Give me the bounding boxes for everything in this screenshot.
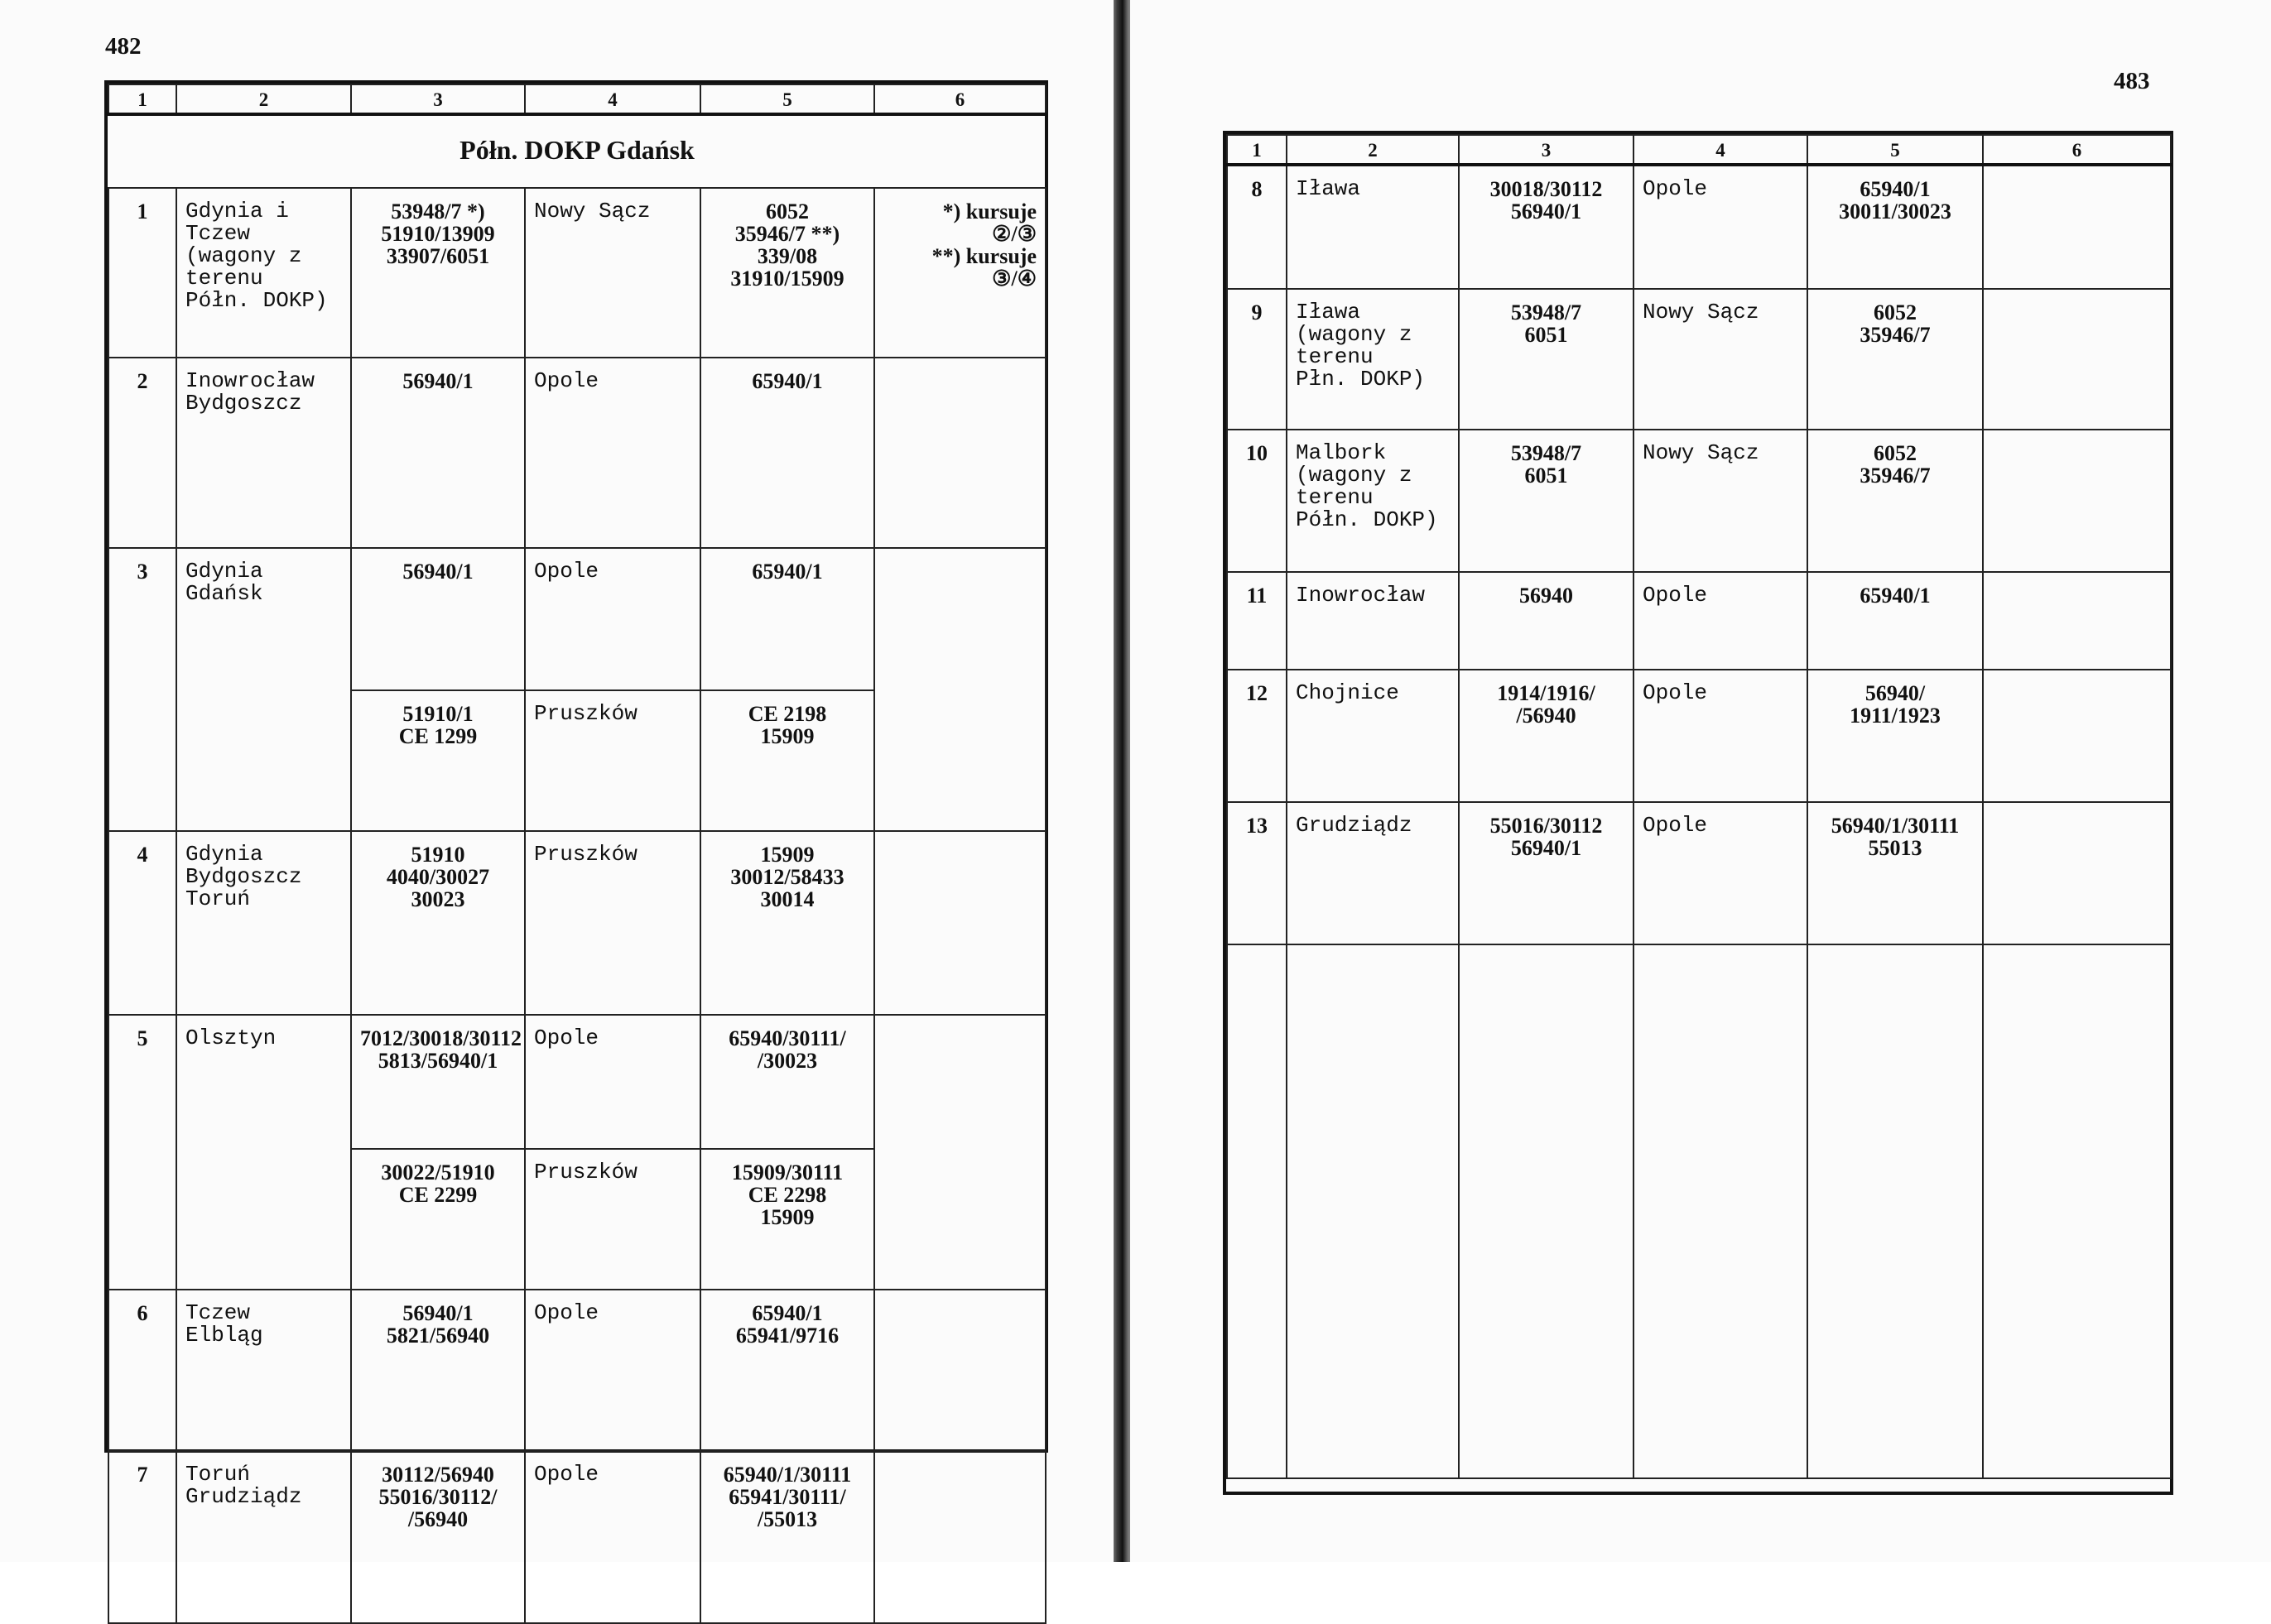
station-cell-line: Elbląg — [185, 1323, 263, 1348]
destination-cell: Pruszków — [525, 831, 700, 1015]
column-header: 6 — [874, 84, 1046, 114]
table-row — [1227, 165, 2171, 289]
station-cell-line: terenu — [1296, 344, 1374, 369]
train-numbers-cell-line: 5813/56940/1 — [378, 1049, 498, 1073]
return-numbers-cell — [700, 548, 874, 690]
return-numbers-cell — [1807, 165, 1983, 289]
column-header: 1 — [1227, 135, 1287, 165]
column-header: 2 — [176, 84, 351, 114]
table-row — [1227, 802, 2171, 944]
destination-cell: Opole — [1633, 670, 1807, 802]
station-cell — [176, 1015, 351, 1290]
empty-cell — [1459, 944, 1633, 1478]
table-row — [1227, 289, 2171, 430]
return-numbers-cell-line: 339/08 — [757, 244, 818, 268]
return-numbers-cell-line: 65940/1 — [752, 1301, 823, 1325]
destination-cell: Opole — [525, 1290, 700, 1451]
train-numbers-cell-line: 56940/1 — [1510, 836, 1582, 860]
station-cell-line: terenu — [185, 266, 263, 291]
destination-cell: Nowy Sącz — [525, 188, 700, 358]
return-numbers-cell — [1807, 572, 1983, 670]
train-numbers-cell — [351, 1451, 525, 1623]
train-numbers-cell-line: 33907/6051 — [386, 244, 490, 268]
table-row — [108, 1451, 1046, 1623]
train-numbers-cell-line: 51910/1 — [402, 702, 474, 726]
return-numbers-cell-line: 15909/30111 — [731, 1160, 844, 1184]
table-row — [1227, 572, 2171, 670]
station-cell-line: Gdańsk — [185, 581, 263, 606]
station-cell-line: Półn. DOKP) — [185, 288, 328, 313]
destination-cell: Opole — [525, 358, 700, 548]
station-cell — [176, 1451, 351, 1623]
station-cell — [1287, 802, 1459, 944]
return-numbers-cell — [1807, 802, 1983, 944]
right-page — [1130, 0, 2271, 1562]
station-cell-line: Tczew — [185, 221, 251, 246]
train-numbers-cell — [1459, 572, 1633, 670]
station-cell — [1287, 165, 1459, 289]
train-numbers-cell-line: 56940/1 — [1510, 199, 1582, 223]
return-numbers-cell-line: 56940/1/30111 — [1831, 814, 1960, 838]
station-cell-line: Grudziądz — [185, 1484, 302, 1509]
station-cell-line: (wagony z — [1296, 322, 1412, 347]
train-numbers-cell-line: 53948/7 *) — [391, 199, 485, 223]
row-number: 1 — [108, 188, 176, 358]
return-numbers-cell-line: 65940/1 — [752, 369, 823, 393]
return-numbers-cell — [700, 358, 874, 548]
station-cell-line: Bydgoszcz — [185, 391, 302, 416]
return-numbers-cell-line: 65940/1 — [752, 560, 823, 584]
destination-cell: Pruszków — [525, 690, 700, 831]
row-number: 7 — [108, 1451, 176, 1623]
notes-cell — [1983, 670, 2171, 802]
right-table — [1223, 131, 2173, 1495]
return-numbers-cell-line: 30012/58433 — [730, 865, 844, 889]
train-numbers-cell-line: /56940 — [407, 1507, 469, 1531]
station-cell — [1287, 572, 1459, 670]
station-cell-line: Tczew — [185, 1300, 251, 1325]
return-numbers-cell — [700, 1290, 874, 1451]
notes-cell — [1983, 802, 2171, 944]
return-numbers-cell-line: 6052 — [1874, 441, 1917, 465]
empty-cell — [1983, 944, 2171, 1478]
notes-cell — [1983, 430, 2171, 572]
station-cell-line: (wagony z — [1296, 463, 1412, 488]
notes-cell — [1983, 289, 2171, 430]
return-numbers-cell-line: 6052 — [766, 199, 809, 223]
column-header: 6 — [1983, 135, 2171, 165]
notes-cell — [874, 358, 1046, 548]
notes-cell-line: ②/③ — [992, 222, 1037, 246]
train-numbers-cell-line: 56940 — [1519, 584, 1573, 608]
column-header: 4 — [1633, 135, 1807, 165]
return-numbers-cell-line: 35946/7 **) — [734, 222, 840, 246]
station-cell-line: Olsztyn — [185, 1026, 277, 1050]
train-numbers-cell-line: 56940/1 — [402, 369, 474, 393]
station-cell — [1287, 670, 1459, 802]
return-numbers-cell-line: CE 2298 — [748, 1183, 827, 1207]
return-numbers-cell-line: 35946/7 — [1860, 464, 1931, 488]
train-numbers-cell — [1459, 430, 1633, 572]
train-numbers-cell-line: 1914/1916/ — [1497, 681, 1595, 705]
train-numbers-cell-line: 56940/1 — [402, 560, 474, 584]
station-cell-line: Chojnice — [1296, 680, 1399, 705]
section-row — [108, 114, 1046, 188]
return-numbers-cell — [700, 1015, 874, 1149]
train-numbers-cell-line: 51910 — [411, 843, 465, 867]
train-numbers-cell-line: 56940/1 — [402, 1301, 474, 1325]
table-row — [1227, 670, 2171, 802]
return-numbers-cell-line: 55013 — [1868, 836, 1922, 860]
notes-cell — [874, 831, 1046, 1015]
train-numbers-cell — [351, 358, 525, 548]
right-table-grid — [1226, 134, 2172, 1479]
notes-cell-line: **) kursuje — [931, 244, 1037, 268]
left-table — [104, 80, 1048, 1531]
row-number: 5 — [108, 1015, 176, 1290]
notes-cell — [874, 1290, 1046, 1451]
return-numbers-cell-line: 65941/9716 — [735, 1324, 840, 1348]
station-cell-line: Gdynia i — [185, 199, 289, 223]
station-cell-line: Iława — [1296, 176, 1361, 201]
train-numbers-cell — [351, 1290, 525, 1451]
return-numbers-cell-line: /30023 — [757, 1049, 818, 1073]
destination-cell: Pruszków — [525, 1149, 700, 1290]
station-cell-line: Gdynia — [185, 842, 263, 867]
train-numbers-cell — [351, 188, 525, 358]
destination-cell: Nowy Sącz — [1633, 289, 1807, 430]
station-cell-line: Inowrocław — [1296, 583, 1426, 608]
notes-cell — [1983, 572, 2171, 670]
column-header: 1 — [108, 84, 176, 114]
column-header: 3 — [351, 84, 525, 114]
station-cell — [1287, 430, 1459, 572]
train-numbers-cell — [351, 831, 525, 1015]
column-header: 5 — [1807, 135, 1983, 165]
return-numbers-cell-line: 65940/1/30111 — [723, 1463, 852, 1487]
return-numbers-cell-line: 6052 — [1874, 300, 1917, 324]
station-cell — [176, 1290, 351, 1451]
empty-cell — [1807, 944, 1983, 1478]
return-numbers-cell — [700, 1149, 874, 1290]
return-numbers-cell-line: 15909 — [760, 843, 815, 867]
train-numbers-cell-line: 30018/30112 — [1489, 177, 1603, 201]
station-cell-line: Bydgoszcz — [185, 864, 302, 889]
page-number: 482 — [105, 33, 142, 60]
empty-cell — [1633, 944, 1807, 1478]
train-numbers-cell-line: CE 2299 — [398, 1183, 478, 1207]
station-cell-line: (wagony z — [185, 243, 302, 268]
train-numbers-cell-line: CE 1299 — [398, 724, 478, 748]
station-cell — [176, 831, 351, 1015]
station-cell — [176, 358, 351, 548]
return-numbers-cell — [700, 690, 874, 831]
row-number: 13 — [1227, 802, 1287, 944]
train-numbers-cell — [351, 1149, 525, 1290]
return-numbers-cell-line: /55013 — [757, 1507, 818, 1531]
train-numbers-cell-line: 30022/51910 — [381, 1160, 495, 1184]
column-header: 3 — [1459, 135, 1633, 165]
row-number: 6 — [108, 1290, 176, 1451]
page-number: 483 — [2114, 68, 2150, 94]
train-numbers-cell-line: 5821/56940 — [386, 1324, 490, 1348]
return-numbers-cell-line: 56940/ — [1864, 681, 1926, 705]
return-numbers-cell-line: 65940/1 — [1860, 584, 1931, 608]
train-numbers-cell — [1459, 289, 1633, 430]
destination-cell: Nowy Sącz — [1633, 430, 1807, 572]
train-numbers-cell-line: 53948/7 — [1510, 300, 1582, 324]
row-number: 8 — [1227, 165, 1287, 289]
notes-cell-line: ③/④ — [992, 267, 1037, 291]
row-number: 12 — [1227, 670, 1287, 802]
right-table-body — [1227, 165, 2171, 1478]
return-numbers-cell-line: 15909 — [760, 1205, 815, 1229]
table-row — [108, 1015, 1046, 1149]
train-numbers-cell — [351, 548, 525, 690]
train-numbers-cell — [1459, 802, 1633, 944]
column-header-row — [108, 84, 1046, 114]
station-cell-line: Inowrocław — [185, 368, 315, 393]
train-numbers-cell-line: 30023 — [411, 887, 465, 911]
column-header-row — [1227, 135, 2171, 165]
station-cell-line: Toruń — [185, 886, 251, 911]
column-header: 4 — [525, 84, 700, 114]
table-row — [108, 831, 1046, 1015]
station-cell-line: Malbork — [1296, 440, 1387, 465]
station-cell — [176, 548, 351, 831]
table-row — [108, 188, 1046, 358]
return-numbers-cell — [1807, 289, 1983, 430]
train-numbers-cell-line: 6051 — [1524, 464, 1568, 488]
return-numbers-cell — [1807, 670, 1983, 802]
return-numbers-cell — [700, 1451, 874, 1623]
station-cell — [1287, 289, 1459, 430]
empty-row — [1227, 944, 2171, 1478]
section-title: Półn. DOKP Gdańsk — [108, 114, 1046, 188]
row-number: 3 — [108, 548, 176, 831]
return-numbers-cell-line: 65940/1 — [1860, 177, 1931, 201]
left-table-grid — [108, 84, 1046, 1624]
notes-cell — [874, 1451, 1046, 1623]
station-cell-line: terenu — [1296, 485, 1374, 510]
station-cell-line: Półn. DOKP) — [1296, 507, 1438, 532]
return-numbers-cell — [700, 831, 874, 1015]
destination-cell: Opole — [525, 548, 700, 690]
notes-cell — [874, 1015, 1046, 1290]
destination-cell: Opole — [1633, 165, 1807, 289]
return-numbers-cell-line: 1911/1923 — [1850, 704, 1941, 728]
station-cell-line: Iława — [1296, 300, 1361, 324]
destination-cell: Opole — [1633, 802, 1807, 944]
station-cell — [176, 188, 351, 358]
column-header: 2 — [1287, 135, 1459, 165]
table-row — [108, 358, 1046, 548]
train-numbers-cell-line: 7012/30018/30112 — [360, 1026, 522, 1050]
return-numbers-cell-line: 65941/30111/ — [729, 1485, 846, 1509]
train-numbers-cell-line: 53948/7 — [1510, 441, 1582, 465]
notes-cell — [1983, 165, 2171, 289]
return-numbers-cell-line: 31910/15909 — [730, 267, 844, 291]
return-numbers-cell-line: 35946/7 — [1860, 323, 1931, 347]
return-numbers-cell-line: 15909 — [760, 724, 815, 748]
row-number: 11 — [1227, 572, 1287, 670]
train-numbers-cell — [1459, 165, 1633, 289]
empty-cell — [1287, 944, 1459, 1478]
station-cell-line: Gdynia — [185, 559, 263, 584]
train-numbers-cell-line: 51910/13909 — [381, 222, 495, 246]
train-numbers-cell — [351, 690, 525, 831]
column-header: 5 — [700, 84, 874, 114]
station-cell-line: Grudziądz — [1296, 813, 1412, 838]
station-cell-line: Płn. DOKP) — [1296, 367, 1426, 392]
notes-cell — [874, 188, 1046, 358]
train-numbers-cell — [351, 1015, 525, 1149]
table-row — [108, 548, 1046, 690]
destination-cell: Opole — [525, 1451, 700, 1623]
table-row — [108, 1290, 1046, 1451]
return-numbers-cell — [700, 188, 874, 358]
destination-cell: Opole — [1633, 572, 1807, 670]
station-cell-line: Toruń — [185, 1462, 251, 1487]
row-number: 4 — [108, 831, 176, 1015]
train-numbers-cell-line: 55016/30112 — [1489, 814, 1603, 838]
left-page — [0, 0, 1114, 1562]
row-number: 10 — [1227, 430, 1287, 572]
return-numbers-cell-line: 65940/30111/ — [729, 1026, 846, 1050]
train-numbers-cell-line: 55016/30112/ — [378, 1485, 498, 1509]
train-numbers-cell-line: 6051 — [1524, 323, 1568, 347]
train-numbers-cell-line: /56940 — [1516, 704, 1576, 728]
row-number: 9 — [1227, 289, 1287, 430]
return-numbers-cell — [1807, 430, 1983, 572]
return-numbers-cell-line: 30014 — [760, 887, 815, 911]
train-numbers-cell-line: 30112/56940 — [382, 1463, 494, 1487]
left-table-body — [108, 114, 1046, 1623]
destination-cell: Opole — [525, 1015, 700, 1149]
train-numbers-cell-line: 4040/30027 — [386, 865, 490, 889]
return-numbers-cell-line: CE 2198 — [748, 702, 827, 726]
train-numbers-cell — [1459, 670, 1633, 802]
empty-cell — [1227, 944, 1287, 1478]
return-numbers-cell-line: 30011/30023 — [1839, 199, 1951, 223]
row-number: 2 — [108, 358, 176, 548]
notes-cell-line: *) kursuje — [942, 199, 1037, 223]
table-row — [1227, 430, 2171, 572]
notes-cell — [874, 548, 1046, 831]
